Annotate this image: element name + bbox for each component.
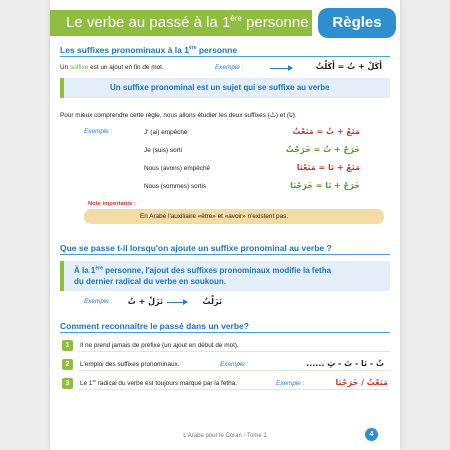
page-number: 4 <box>365 428 378 441</box>
row-fr-2: Je (suis) sorti <box>144 147 182 154</box>
item3-a: Le 1 <box>80 380 93 387</box>
example-arabic: أَكَلْ + تُ = أَكَلْتُ <box>315 62 382 71</box>
section-divider <box>60 56 390 57</box>
definition-a: Un <box>60 64 70 71</box>
section-title-passe: Comment reconnaître le passé dans un verbe? <box>60 321 249 331</box>
exemple-label-5: Exemple : <box>276 380 305 387</box>
item-arabic-3: مَنَعْتُ / خَرَجْنَا <box>335 378 388 387</box>
rule-sup: ère <box>95 265 103 272</box>
row-ar-2: خَرَجْ + تُ = خَرَجْتُ <box>285 145 360 154</box>
section-title-suffixes <box>60 45 237 55</box>
section1-title-end: personne <box>196 45 238 55</box>
section-title-question: Que se passe t-il lorsqu'on ajoute un suffixe pronominal au verbe ? <box>60 243 332 253</box>
row-fr-4: Nous (sommes) sortis <box>144 183 207 190</box>
exemple-label-2: Exemple : <box>84 128 113 135</box>
section-divider <box>60 332 390 333</box>
rule-b: personne, l'ajout des suffixes pronominaux modifie la fetha <box>102 266 332 275</box>
number-badge-3: 3 <box>62 378 73 389</box>
section1-title-text: Les suffixes pronominaux à la 1 <box>60 45 189 55</box>
example-right-arabic: نَزَلْتُ <box>202 297 222 306</box>
definition-c: est un ajout en fin de mot. <box>88 64 164 71</box>
rule-a: À la 1 <box>74 266 96 275</box>
example-left-arabic: نَزَلْ + تُ <box>127 297 163 306</box>
row-ar-1: مَنَعْ + تُ = مَنَعْتُ <box>292 127 360 136</box>
exemple-label-3: Exemple : <box>84 298 113 305</box>
section1-title-sup: ère <box>188 45 197 52</box>
title-text: Le verbe au passé à la 1 <box>66 14 231 31</box>
rule-c: du dernier radical du verbe en soukoun. <box>74 277 227 286</box>
rule-box-fetha <box>60 261 390 291</box>
row-ar-4: خَرَجْ + نَا = خَرَجْنَا <box>290 181 360 190</box>
number-badge-1: 1 <box>62 340 73 351</box>
title-sup: ère <box>230 14 242 23</box>
footer-book-title: L'Arabe pour le Coran - Tome 1 <box>183 433 267 439</box>
exemple-label-4: Exemple : <box>220 361 249 368</box>
book-page <box>50 0 400 450</box>
title-end: personne <box>241 14 309 31</box>
arrow-icon <box>270 68 292 69</box>
row-ar-3: مَنَعْ + نَا = مَنَعْنَا <box>296 163 360 172</box>
row-fr-3: Nous (avons) empêché <box>144 165 211 172</box>
item-arabic-2: تُ - نَا - تَ - تِ ...... <box>306 359 384 368</box>
section-divider <box>60 254 390 255</box>
definition-highlight: suffixe <box>69 64 89 71</box>
note-label: Note importante : <box>88 201 136 207</box>
page-title <box>50 10 312 36</box>
item-text-1: Il ne prend jamais de préfixe (un ajout en début de mot). <box>80 342 239 349</box>
intro-text: Pour mieux comprendre cette règle, nous allons étudier les deux suffixes (تُ) et (نَا). <box>60 112 297 119</box>
item-text-2: L'emploi des suffixes pronominaux. <box>80 361 180 368</box>
row-fr-1: J' (ai) empêché <box>144 129 188 136</box>
item3-sup: er <box>92 377 97 383</box>
item3-b: radical du verbe est toujours marqué par la fetha. <box>96 380 238 387</box>
regles-tab: Règles <box>318 8 396 38</box>
rule-box-suffix: Un suffixe pronominal est un sujet qui se suffixe au verbe <box>60 78 390 98</box>
suffix-definition <box>60 64 164 71</box>
exemple-label: Exemple : <box>215 64 244 71</box>
note-box: En Arabe l'auxiliaire «être» et «avoir» n'existent pas. <box>84 209 384 224</box>
arrow-icon <box>167 302 187 303</box>
item-text-3 <box>80 377 238 387</box>
number-badge-2: 2 <box>62 359 73 370</box>
